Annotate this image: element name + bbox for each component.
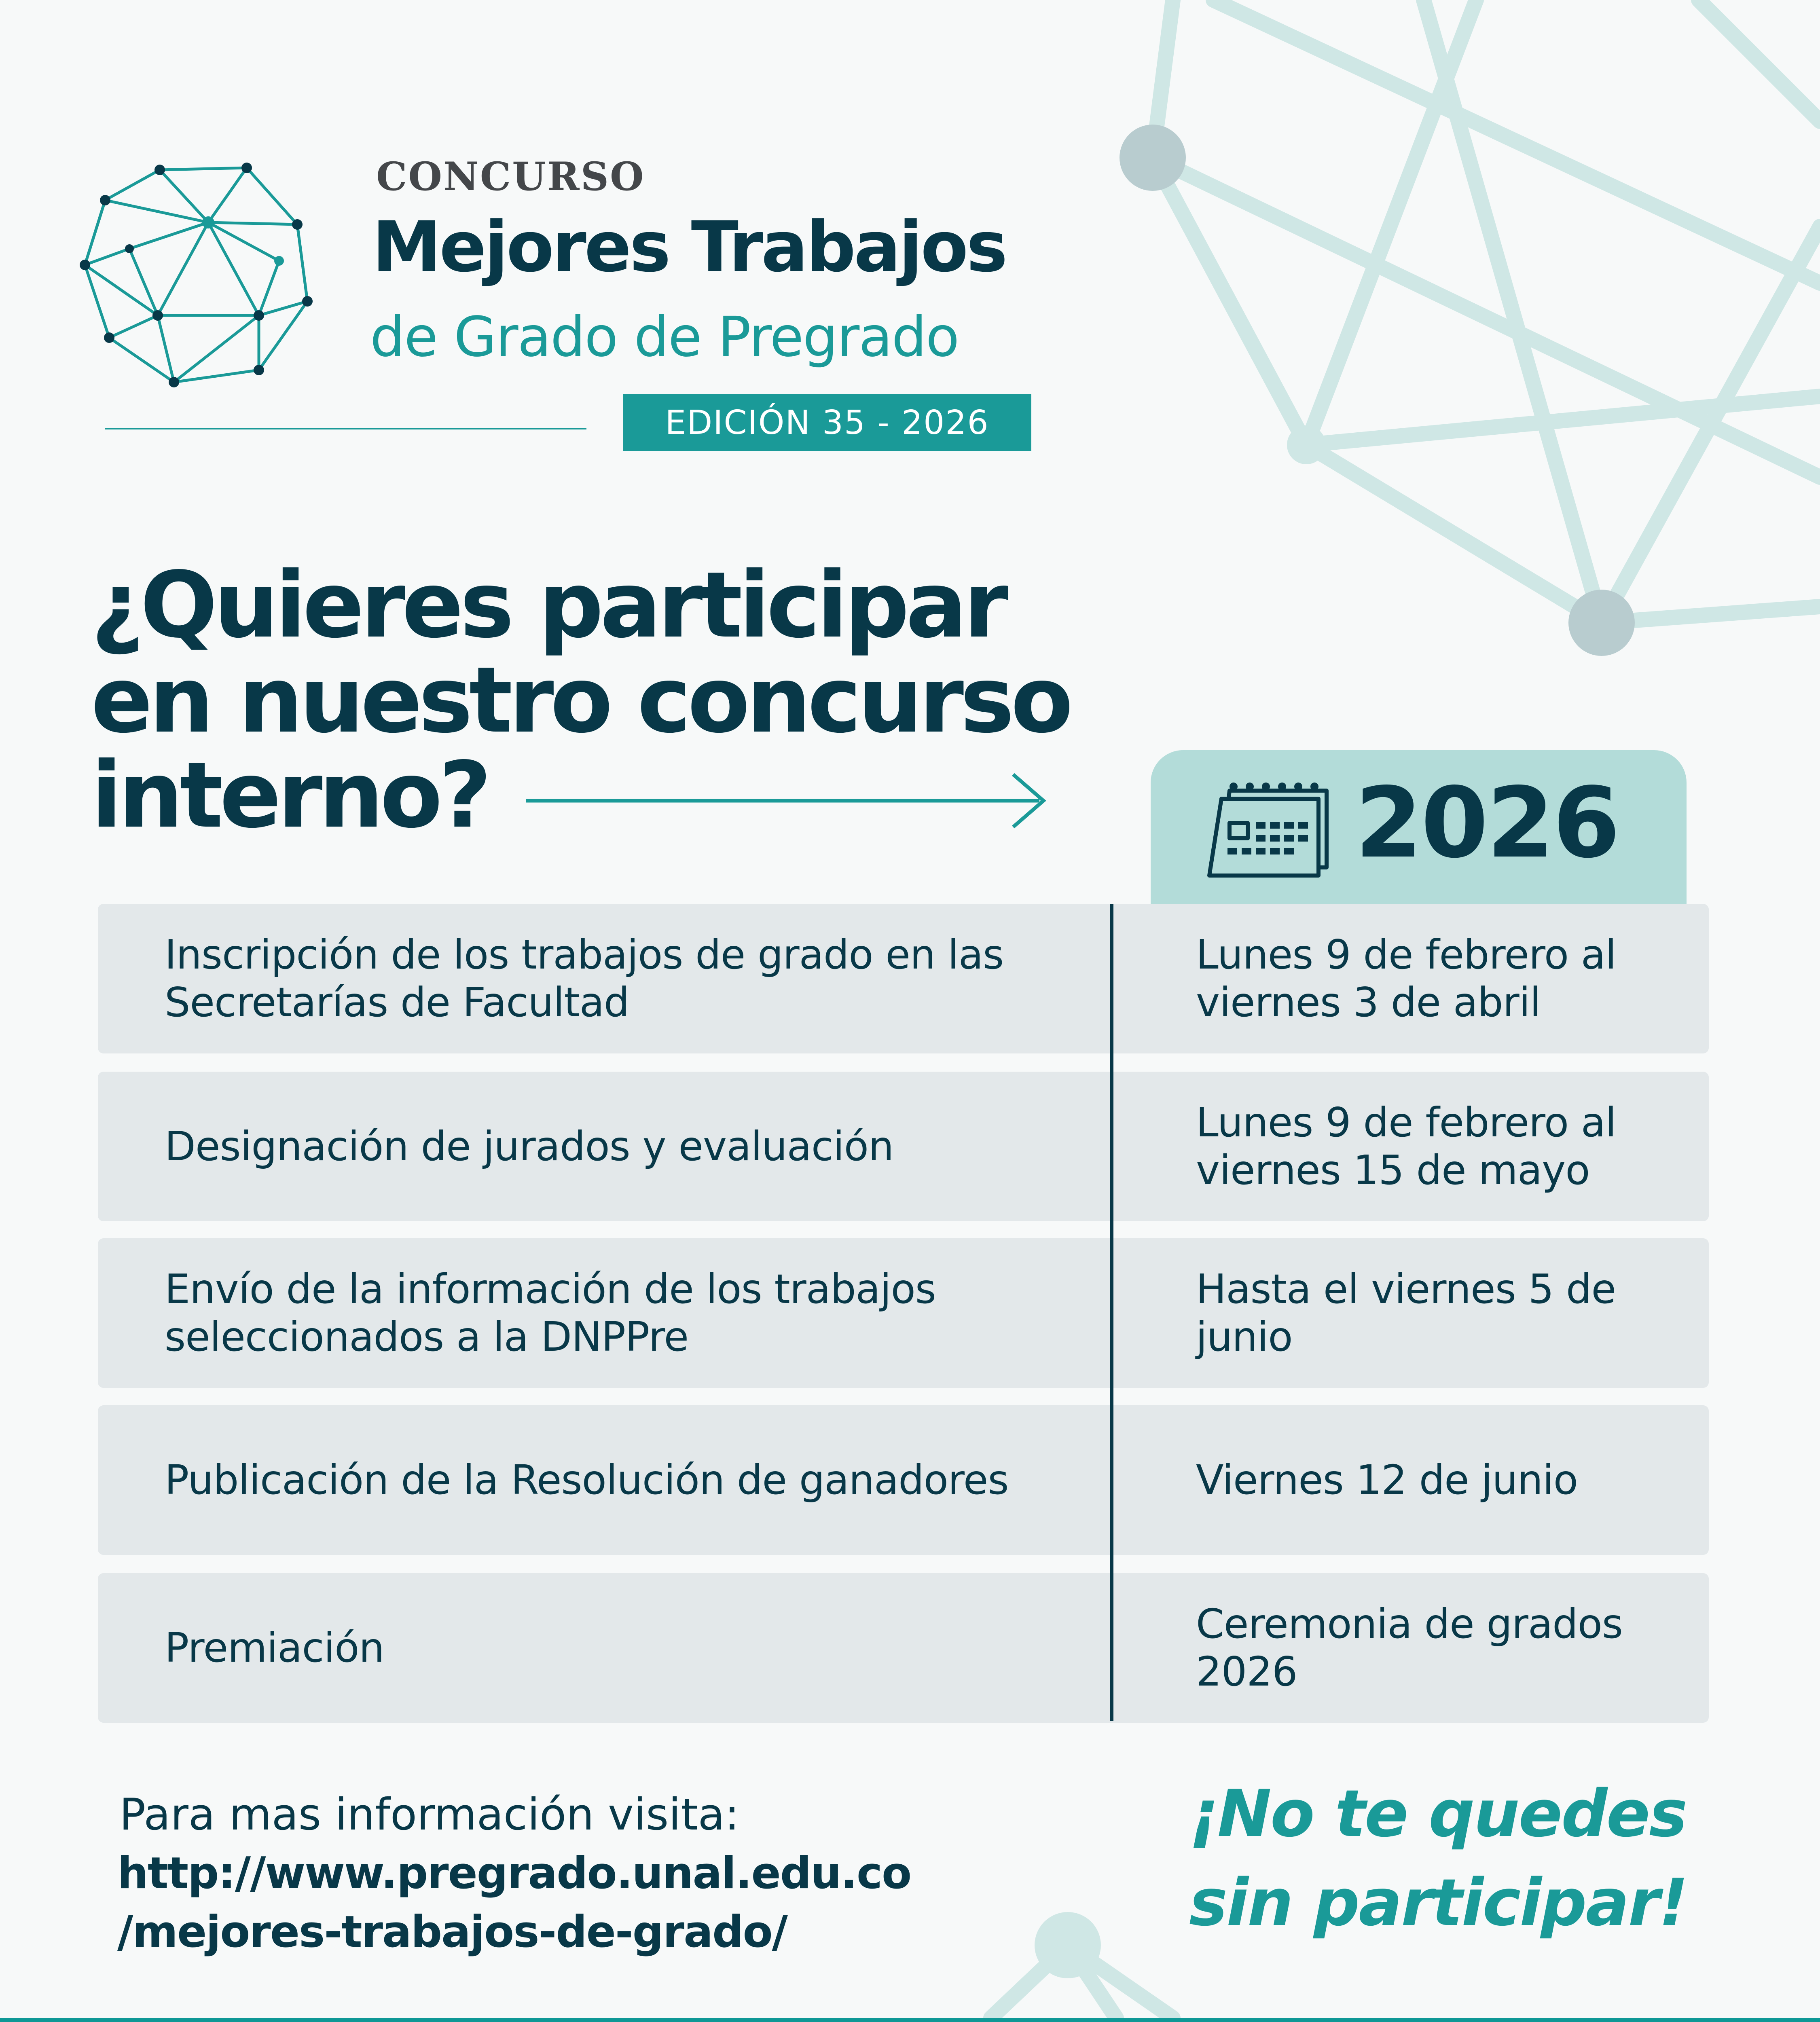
schedule-activity: Premiación — [165, 1624, 384, 1671]
schedule-row — [98, 904, 1709, 1053]
schedule-row — [98, 1072, 1709, 1221]
question-line-1: ¿Quieres participar — [91, 552, 1005, 658]
schedule-column-divider — [1110, 904, 1113, 1721]
footer-bar — [0, 2018, 1820, 2022]
schedule-date: Ceremonia de grados 2026 — [1196, 1600, 1623, 1695]
schedule-activity: Designación de jurados y evaluación — [165, 1123, 894, 1170]
schedule-date: Lunes 9 de febrero al viernes 3 de abril — [1196, 931, 1616, 1026]
schedule-activity: Publicación de la Resolución de ganadores — [165, 1456, 1009, 1504]
contest-kicker: CONCURSO — [376, 154, 645, 199]
schedule-activity: Inscripción de los trabajos de grado en las Secretarías de Facultad — [165, 931, 1004, 1026]
contest-title: Mejores Trabajos — [372, 206, 1006, 288]
question-line-3: interno? — [91, 742, 488, 848]
schedule-date: Viernes 12 de junio — [1196, 1456, 1578, 1504]
edition-badge: EDICIÓN 35 - 2026 — [623, 394, 1031, 451]
schedule-row — [98, 1238, 1709, 1388]
header-divider — [105, 428, 586, 429]
schedule-date: Lunes 9 de febrero al viernes 15 de mayo — [1196, 1099, 1616, 1194]
info-label: Para mas información visita: — [119, 1789, 740, 1840]
arrow-right-icon — [522, 770, 1056, 831]
question-line-2: en nuestro concurso — [91, 647, 1070, 753]
calendar-icon — [1197, 774, 1335, 884]
call-to-action-line-2: sin participar! — [1189, 1865, 1687, 1940]
schedule-year: 2026 — [1355, 766, 1619, 880]
schedule-activity: Envío de la información de los trabajos seleccionados a la DNPPre — [165, 1265, 936, 1360]
schedule-row — [98, 1573, 1709, 1723]
info-url-link[interactable]: http://www.pregrado.unal.edu.co — [117, 1848, 911, 1899]
call-to-action-line-1: ¡No te quedes — [1189, 1776, 1687, 1851]
schedule-row — [98, 1405, 1709, 1555]
info-url-link-continued[interactable]: /mejores-trabajos-de-grado/ — [117, 1907, 787, 1957]
schedule-date: Hasta el viernes 5 de junio — [1196, 1265, 1616, 1360]
geodesic-sphere-logo — [77, 156, 320, 394]
contest-subtitle: de Grado de Pregrado — [370, 305, 959, 369]
